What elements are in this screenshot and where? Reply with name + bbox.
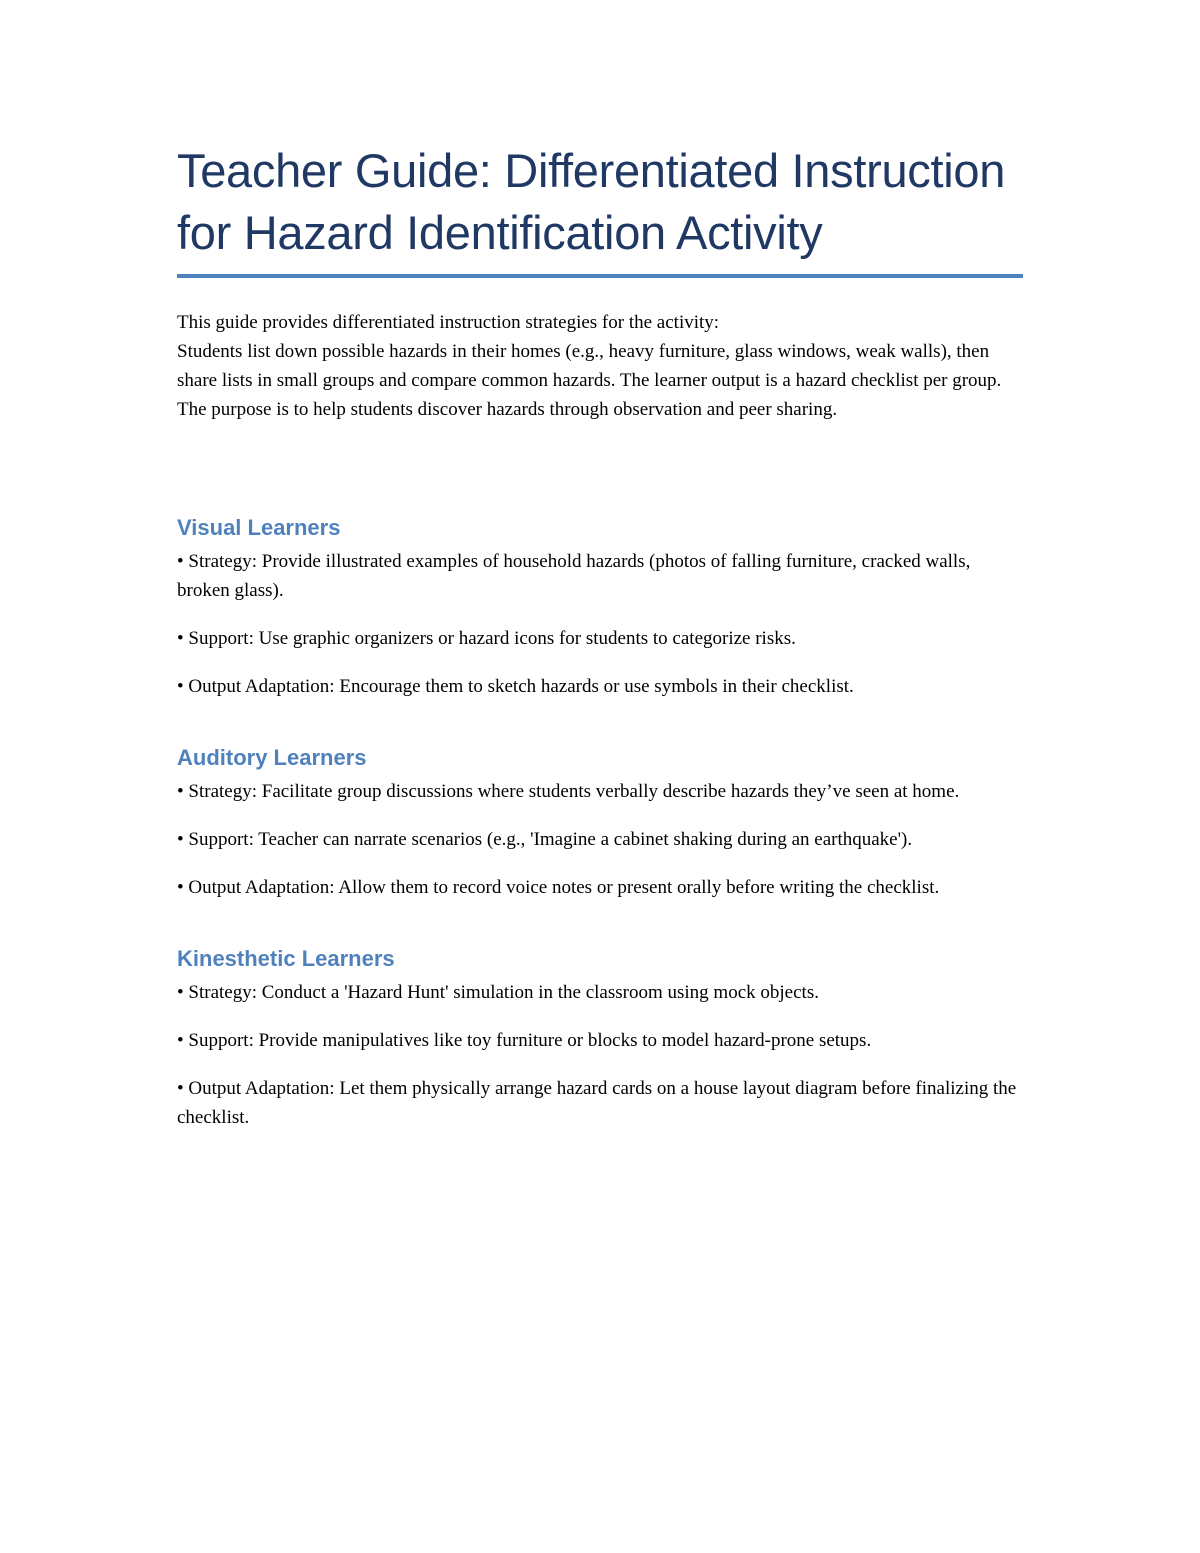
bullet-support: • Support: Use graphic organizers or hazard icons for students to categorize risks. [177,628,796,649]
bullet-strategy: • Strategy: Provide illustrated examples of household hazards (photos of falling furniture, cracked walls, broken glass). [177,551,971,601]
bullet-support: • Support: Teacher can narrate scenarios (e.g., 'Imagine a cabinet shaking during an earthquake'). [177,829,913,850]
section-auditory-learners [177,743,1023,902]
bullet-output-adaptation: • Output Adaptation: Encourage them to sketch hazards or use symbols in their checklist. [177,676,854,697]
intro-line: This guide provides differentiated instruction strategies for the activity: [177,312,720,333]
page-title: Teacher Guide: Differentiated Instruction for Hazard Identification Activity [177,140,1023,278]
section-heading: Visual Learners [177,515,341,540]
bullet-strategy: • Strategy: Facilitate group discussions where students verbally describe hazards they’ve seen at home. [177,781,960,802]
document-page [177,140,1023,1151]
bullet-output-adaptation: • Output Adaptation: Let them physically arrange hazard cards on a house layout diagram before finalizing the checklist. [177,1078,1017,1128]
bullet-output-adaptation: • Output Adaptation: Allow them to record voice notes or present orally before writing the checklist. [177,877,940,898]
intro-paragraph [177,308,1023,424]
section-heading: Kinesthetic Learners [177,946,395,971]
bullet-support: • Support: Provide manipulatives like toy furniture or blocks to model hazard-prone setups. [177,1030,872,1051]
section-kinesthetic-learners [177,944,1023,1132]
intro-description: Students list down possible hazards in their homes (e.g., heavy furniture, glass windows, weak walls), then share lists in small groups and compare common hazards. The learner output is a hazard checklist per group. The purpose is to help students discover hazards through observation and peer sharing. [177,341,1002,420]
bullet-strategy: • Strategy: Conduct a 'Hazard Hunt' simulation in the classroom using mock objects. [177,982,819,1003]
section-heading: Auditory Learners [177,745,367,770]
section-visual-learners [177,513,1023,701]
